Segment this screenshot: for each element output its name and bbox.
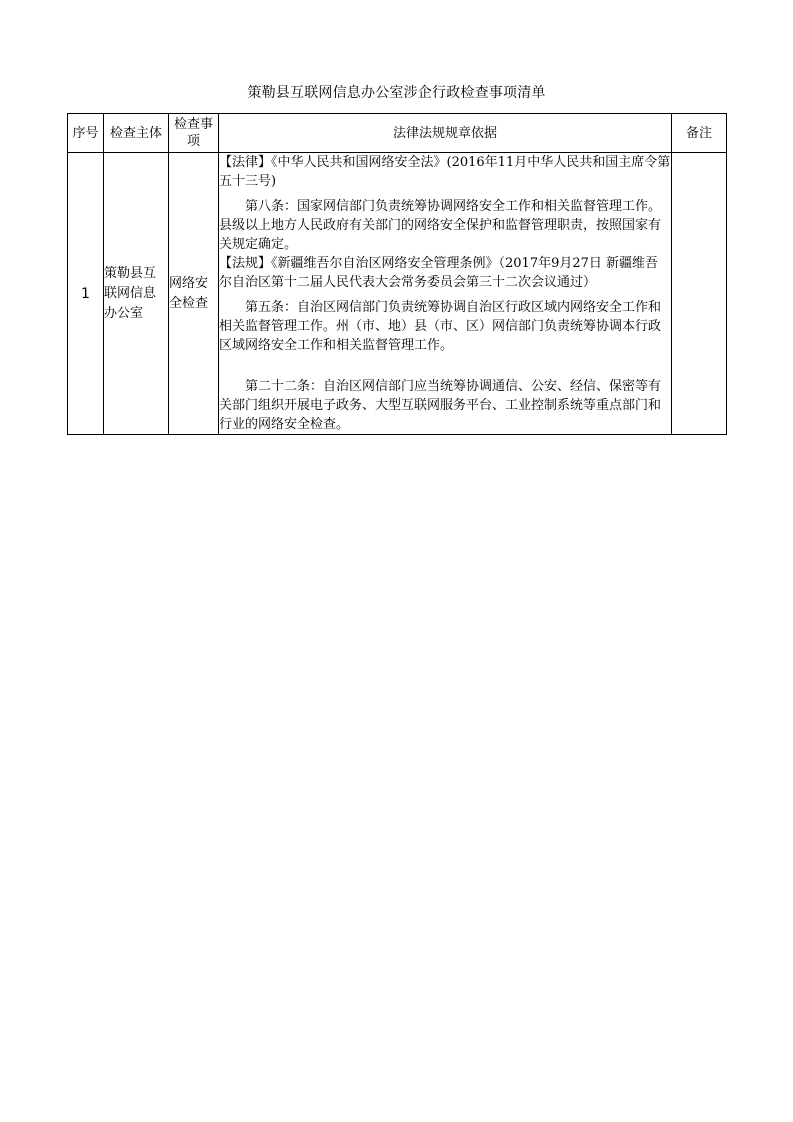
regulation-heading: 【法规】《新疆维吾尔自治区网络安全管理条例》（2017年9月27日 新疆维吾尔自治区第十二届人民代表大会常务委员会第三十二次会议通过） (219, 256, 659, 290)
header-note: 备注 (672, 114, 727, 153)
header-seq: 序号 (68, 114, 104, 153)
row-subject: 策勒县互联网信息办公室 (104, 153, 169, 435)
header-legal-basis: 法律法规规章依据 (219, 114, 672, 153)
table-row (68, 153, 727, 435)
row-seq: 1 (68, 153, 104, 435)
row-note (672, 153, 727, 435)
header-subject: 检查主体 (104, 114, 169, 153)
header-item: 检查事项 (169, 114, 219, 153)
regulation-article-5: 第五条：自治区网信部门负责统筹协调自治区行政区域内网络安全工作和相关监督管理工作。州（市、地）县（市、区）网信部门负责统筹协调本行政区域网络安全工作和相关监督管理工作。 (219, 300, 662, 353)
table-header-row (68, 114, 727, 153)
document-title: 策勒县互联网信息办公室涉企行政检查事项清单 (247, 85, 546, 101)
row-legal-basis (219, 153, 672, 435)
inspection-table (67, 113, 727, 435)
row-item: 网络安全检查 (169, 153, 219, 435)
law-article-8: 第八条：国家网信部门负责统筹协调网络安全工作和相关监督管理工作。县级以上地方人民政府有关部门的网络安全保护和监督管理职责，按照国家有关规定确定。 (219, 199, 662, 252)
law-heading: 【法律】《中华人民共和国网络安全法》(2016年11月中华人民共和国主席令第五十三号) (219, 155, 671, 189)
regulation-article-22: 第二十二条：自治区网信部门应当统筹协调通信、公安、经信、保密等有关部门组织开展电子政务、大型互联网服务平台、工业控制系统等重点部门和行业的网络安全检查。 (219, 379, 662, 432)
